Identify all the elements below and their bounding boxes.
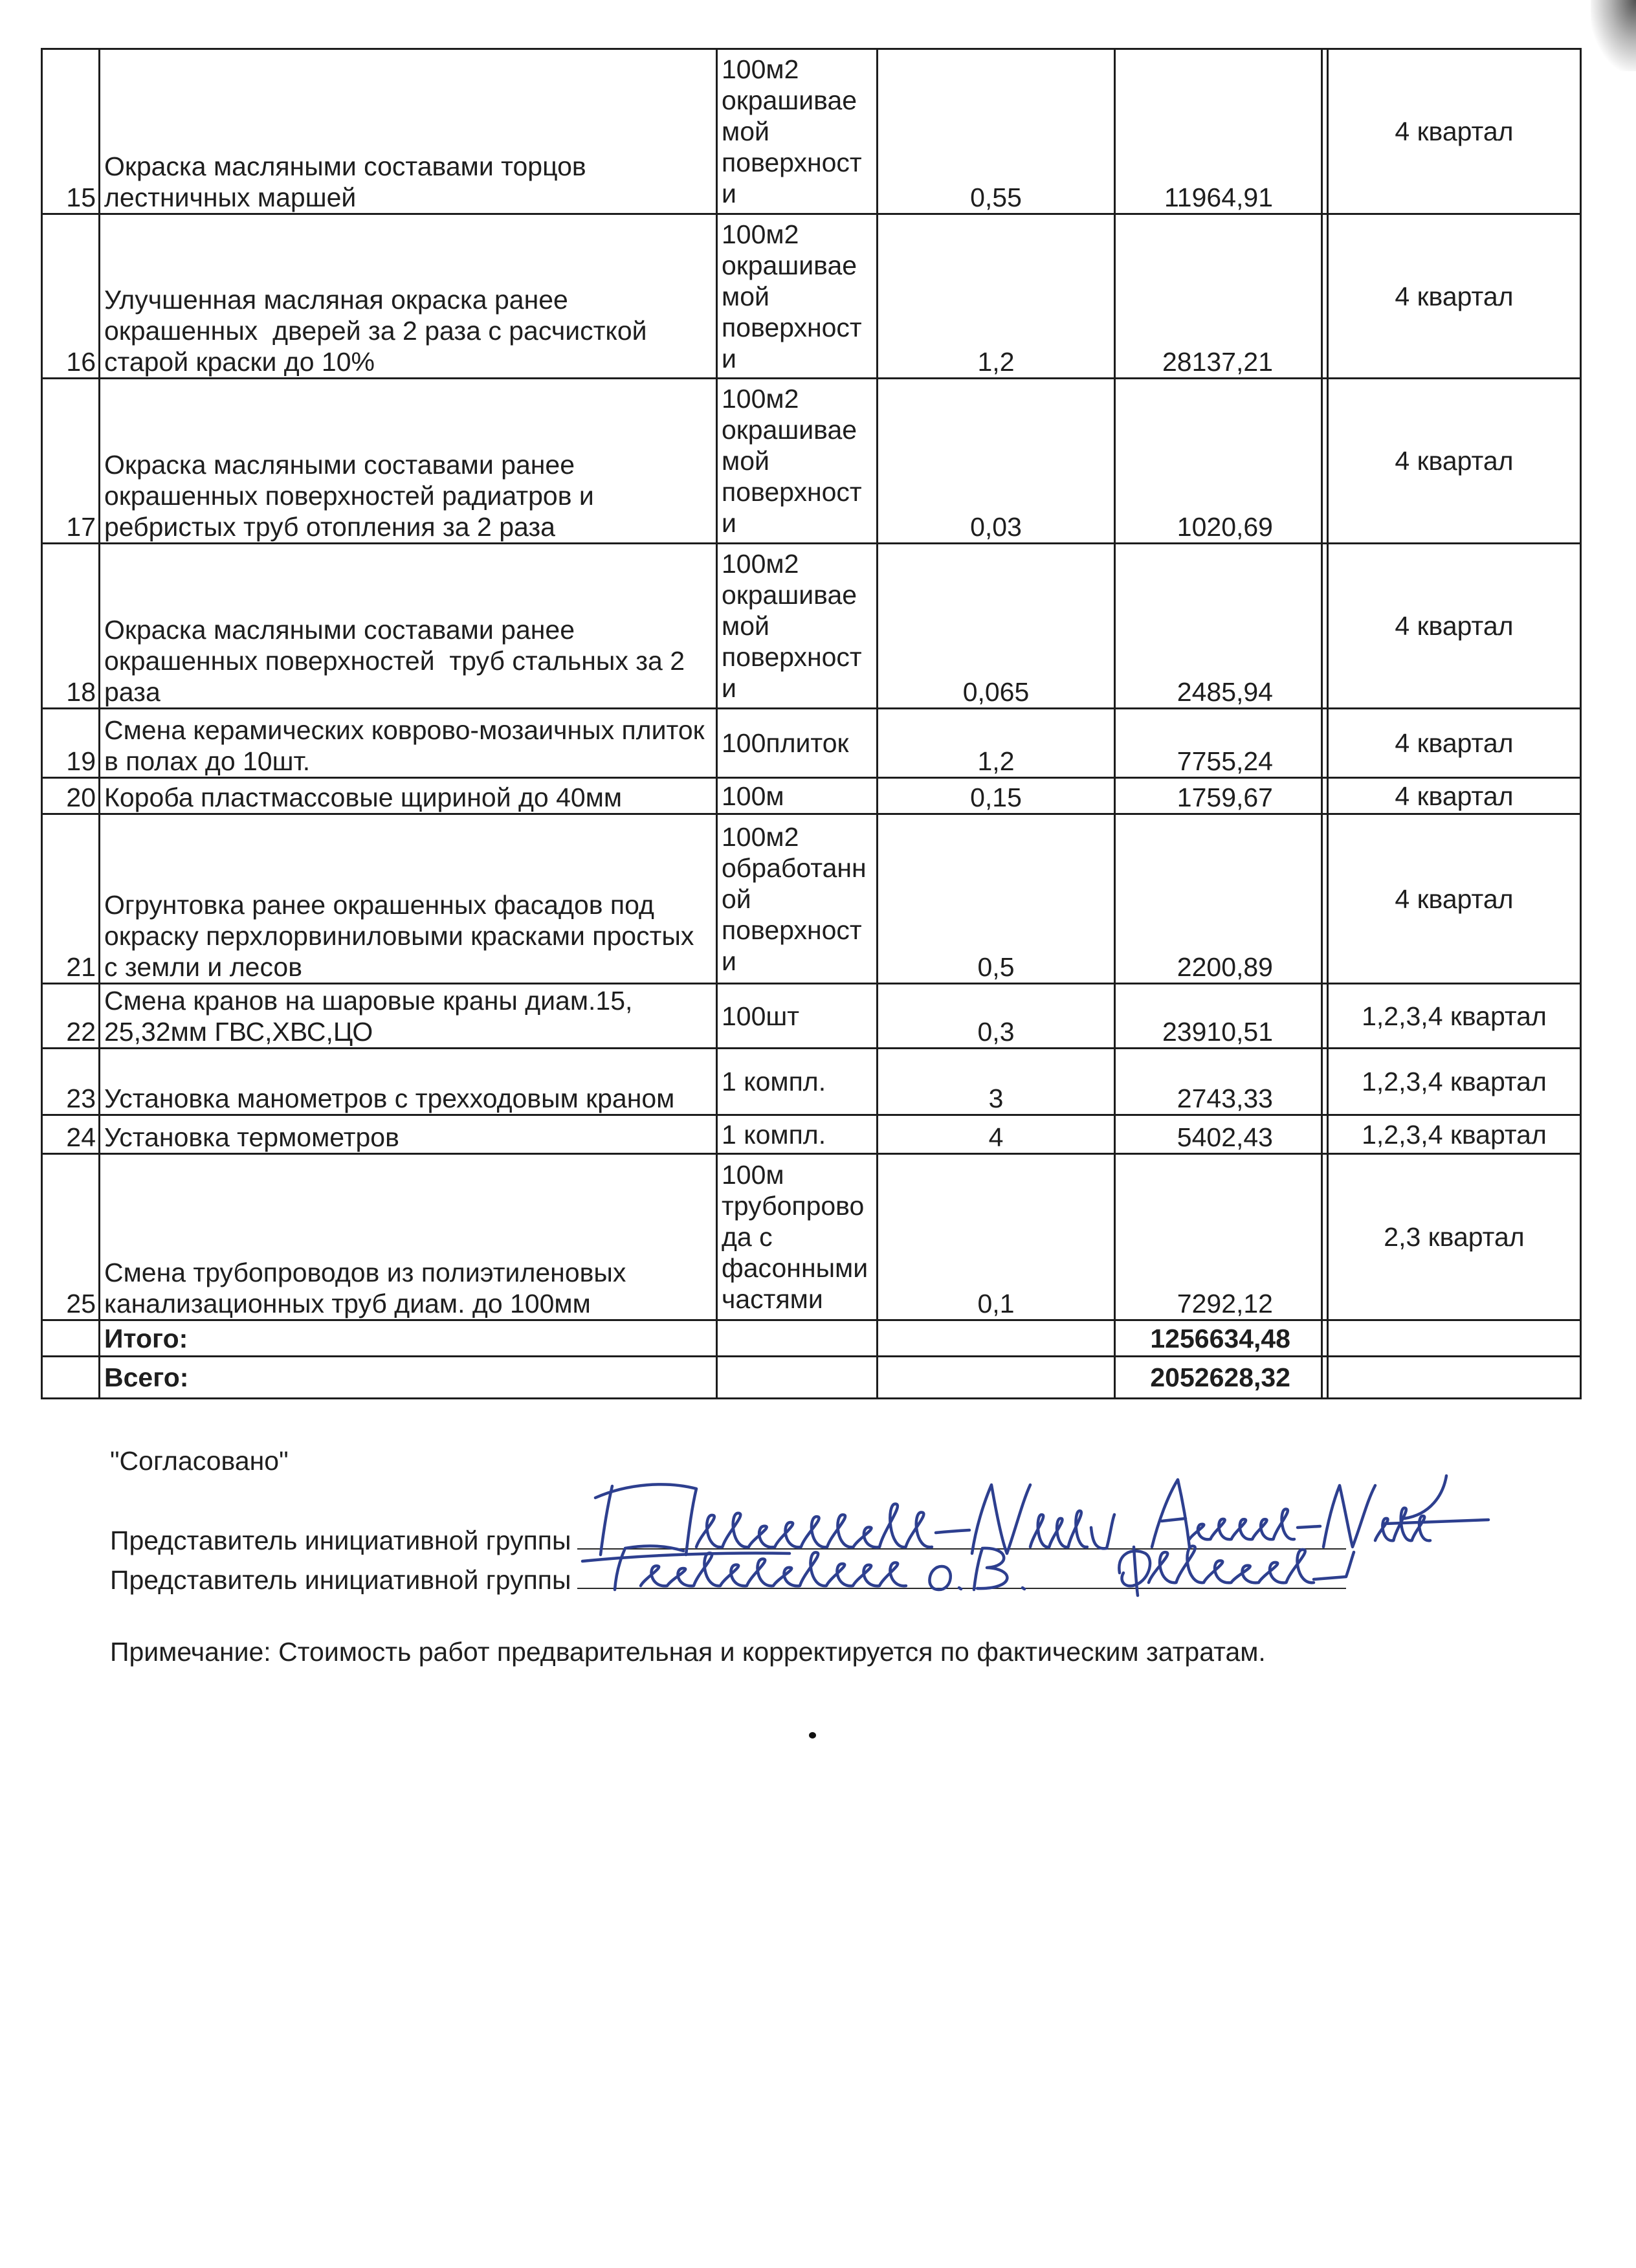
approval-label: "Согласовано" xyxy=(110,1446,289,1476)
signature-stroke xyxy=(974,1548,1007,1590)
unit-cell: 100м xyxy=(717,778,878,814)
quantity-cell: 0,1 xyxy=(878,1154,1115,1320)
signature-mark-representative-2 xyxy=(1119,1546,1354,1595)
spacer-cell xyxy=(1322,1115,1328,1154)
signature-stroke xyxy=(1134,1547,1138,1595)
signature-stroke xyxy=(1152,1480,1189,1547)
signature-mark-representative-1 xyxy=(1152,1476,1488,1547)
signature-stroke xyxy=(1404,1476,1446,1518)
period-cell: 4 квартал xyxy=(1328,214,1581,379)
unit-cell: 100м2 окрашивае мой поверхност и xyxy=(717,214,878,379)
period-cell: 4 квартал xyxy=(1328,544,1581,709)
period-cell: 2,3 квартал xyxy=(1328,1154,1581,1320)
unit-cell: 100м трубопрово да с фасонными частями xyxy=(717,1154,878,1320)
cost-cell: 28137,21 xyxy=(1115,214,1322,379)
period-cell: 4 квартал xyxy=(1328,379,1581,544)
signature-stroke xyxy=(1030,1511,1087,1547)
quantity-cell: 0,5 xyxy=(878,814,1115,984)
unit-cell: 100плиток xyxy=(717,709,878,778)
table-row xyxy=(42,1049,1581,1115)
quantity-cell xyxy=(878,1357,1115,1399)
unit-cell: 1 компл. xyxy=(717,1049,878,1115)
row-number-cell: 24 xyxy=(42,1115,100,1154)
cost-cell: 11964,91 xyxy=(1115,49,1322,214)
signature-stroke xyxy=(1091,1515,1114,1548)
quantity-cell: 0,03 xyxy=(878,379,1115,544)
quantity-cell: 4 xyxy=(878,1115,1115,1154)
work-name-cell: Окраска масляными составами ранее окрашенных поверхностей труб стальных за 2 раза xyxy=(100,544,717,709)
signature-stroke xyxy=(1314,1552,1354,1579)
signature-stroke xyxy=(929,1566,950,1590)
signature-stroke xyxy=(615,1546,683,1590)
row-number-cell xyxy=(42,1320,100,1357)
total-row xyxy=(42,1320,1581,1357)
cost-cell: 2485,94 xyxy=(1115,544,1322,709)
total-cost: 1256634,48 xyxy=(1115,1320,1322,1357)
quantity-cell: 1,2 xyxy=(878,709,1115,778)
signature-stroke xyxy=(1189,1509,1294,1540)
unit-cell xyxy=(717,1357,878,1399)
works-table-body xyxy=(42,49,1581,1399)
table-row xyxy=(42,814,1581,984)
cost-cell: 7292,12 xyxy=(1115,1154,1322,1320)
table-row xyxy=(42,544,1581,709)
signature-stroke xyxy=(1149,1546,1314,1583)
signature-stroke xyxy=(972,1485,1030,1553)
table-row xyxy=(42,1154,1581,1320)
quantity-cell: 3 xyxy=(878,1049,1115,1115)
quantity-cell: 0,15 xyxy=(878,778,1115,814)
table-row xyxy=(42,49,1581,214)
signature-stroke xyxy=(696,1504,932,1548)
signature-stroke xyxy=(1323,1485,1375,1547)
grand-total-label: Всего: xyxy=(100,1357,717,1399)
cost-cell: 7755,24 xyxy=(1115,709,1322,778)
spacer-cell xyxy=(1322,49,1328,214)
signature-stroke xyxy=(1162,1518,1186,1521)
spacer-cell xyxy=(1322,1049,1328,1115)
work-name-cell: Огрунтовка ранее окрашенных фасадов под окраску перхлорвиниловыми красками простых с земли и лесов xyxy=(100,814,717,984)
cost-cell: 2200,89 xyxy=(1115,814,1322,984)
spacer-cell xyxy=(1322,1320,1328,1357)
work-name-cell: Смена трубопроводов из полиэтиленовых канализационных труб диам. до 100мм xyxy=(100,1154,717,1320)
signature-stroke xyxy=(959,1588,961,1589)
period-cell xyxy=(1328,1320,1581,1357)
cost-cell: 2743,33 xyxy=(1115,1049,1322,1115)
work-name-cell: Установка манометров с трехходовым краном xyxy=(100,1049,717,1115)
scan-shadow xyxy=(1591,0,1636,71)
spacer-cell xyxy=(1322,379,1328,544)
work-name-cell: Установка термометров xyxy=(100,1115,717,1154)
cost-cell: 1759,67 xyxy=(1115,778,1322,814)
work-name-cell: Короба пластмассовые щириной до 40мм xyxy=(100,778,717,814)
period-cell: 1,2,3,4 квартал xyxy=(1328,1049,1581,1115)
spacer-cell xyxy=(1322,214,1328,379)
grand-total-row xyxy=(42,1357,1581,1399)
work-name-cell: Смена кранов на шаровые краны диам.15, 25,32мм ГВС,ХВС,ЦО xyxy=(100,984,717,1049)
work-name-cell: Улучшенная масляная окраска ранее окрашенных дверей за 2 раза с расчисткой старой краски до 10% xyxy=(100,214,717,379)
table-row xyxy=(42,778,1581,814)
period-cell: 4 квартал xyxy=(1328,814,1581,984)
unit-cell: 1 компл. xyxy=(717,1115,878,1154)
signature-stroke xyxy=(1298,1526,1320,1528)
row-number-cell: 19 xyxy=(42,709,100,778)
row-number-cell: 15 xyxy=(42,49,100,214)
cost-cell: 23910,51 xyxy=(1115,984,1322,1049)
unit-cell: 100м2 окрашивае мой поверхност и xyxy=(717,379,878,544)
period-cell: 1,2,3,4 квартал xyxy=(1328,1115,1581,1154)
table-row xyxy=(42,214,1581,379)
quantity-cell: 1,2 xyxy=(878,214,1115,379)
spacer-cell xyxy=(1322,709,1328,778)
row-number-cell: 21 xyxy=(42,814,100,984)
cost-cell: 5402,43 xyxy=(1115,1115,1322,1154)
cost-cell: 1020,69 xyxy=(1115,379,1322,544)
table-row xyxy=(42,984,1581,1049)
table-row xyxy=(42,379,1581,544)
work-name-cell: Смена керамических коврово-мозаичных плиток в полах до 10шт. xyxy=(100,709,717,778)
spacer-cell xyxy=(1322,1154,1328,1320)
signature-representative-2 xyxy=(615,1546,1024,1590)
period-cell xyxy=(1328,1357,1581,1399)
spacer-cell xyxy=(1322,778,1328,814)
spacer-cell xyxy=(1322,1357,1328,1399)
work-name-cell: Окраска масляными составами ранее окрашенных поверхностей радиатров и ребристых труб отопления за 2 раза xyxy=(100,379,717,544)
period-cell: 1,2,3,4 квартал xyxy=(1328,984,1581,1049)
signature-stroke xyxy=(641,1552,906,1586)
row-number-cell: 22 xyxy=(42,984,100,1049)
total-label: Итого: xyxy=(100,1320,717,1357)
row-number-cell: 16 xyxy=(42,214,100,379)
scan-speck xyxy=(809,1732,816,1739)
unit-cell: 100м2 окрашивае мой поверхност и xyxy=(717,49,878,214)
note-text: Примечание: Стоимость работ предварительная и корректируется по фактическим затратам. xyxy=(110,1637,1266,1667)
unit-cell: 100м2 окрашивае мой поверхност и xyxy=(717,544,878,709)
row-number-cell xyxy=(42,1357,100,1399)
signatures xyxy=(569,1456,1540,1625)
signature-stroke xyxy=(936,1530,969,1533)
period-cell: 4 квартал xyxy=(1328,49,1581,214)
unit-cell: 100м2 обработанн ой поверхност и xyxy=(717,814,878,984)
representative-label-2: Представитель инициативной группы xyxy=(110,1565,571,1595)
spacer-cell xyxy=(1322,544,1328,709)
work-name-cell: Окраска масляными составами торцов лестничных маршей xyxy=(100,49,717,214)
quantity-cell: 0,3 xyxy=(878,984,1115,1049)
row-number-cell: 25 xyxy=(42,1154,100,1320)
works-table xyxy=(41,48,1582,1399)
quantity-cell xyxy=(878,1320,1115,1357)
unit-cell: 100шт xyxy=(717,984,878,1049)
period-cell: 4 квартал xyxy=(1328,778,1581,814)
quantity-cell: 0,55 xyxy=(878,49,1115,214)
row-number-cell: 23 xyxy=(42,1049,100,1115)
period-cell: 4 квартал xyxy=(1328,709,1581,778)
representative-label-1: Представитель инициативной группы xyxy=(110,1526,571,1555)
signature-stroke xyxy=(1022,1588,1024,1589)
signature-representative-1 xyxy=(582,1484,1114,1561)
row-number-cell: 20 xyxy=(42,778,100,814)
spacer-cell xyxy=(1322,984,1328,1049)
quantity-cell: 0,065 xyxy=(878,544,1115,709)
spacer-cell xyxy=(1322,814,1328,984)
table-row xyxy=(42,1115,1581,1154)
table-row xyxy=(42,709,1581,778)
row-number-cell: 17 xyxy=(42,379,100,544)
row-number-cell: 18 xyxy=(42,544,100,709)
unit-cell xyxy=(717,1320,878,1357)
grand-total-cost: 2052628,32 xyxy=(1115,1357,1322,1399)
